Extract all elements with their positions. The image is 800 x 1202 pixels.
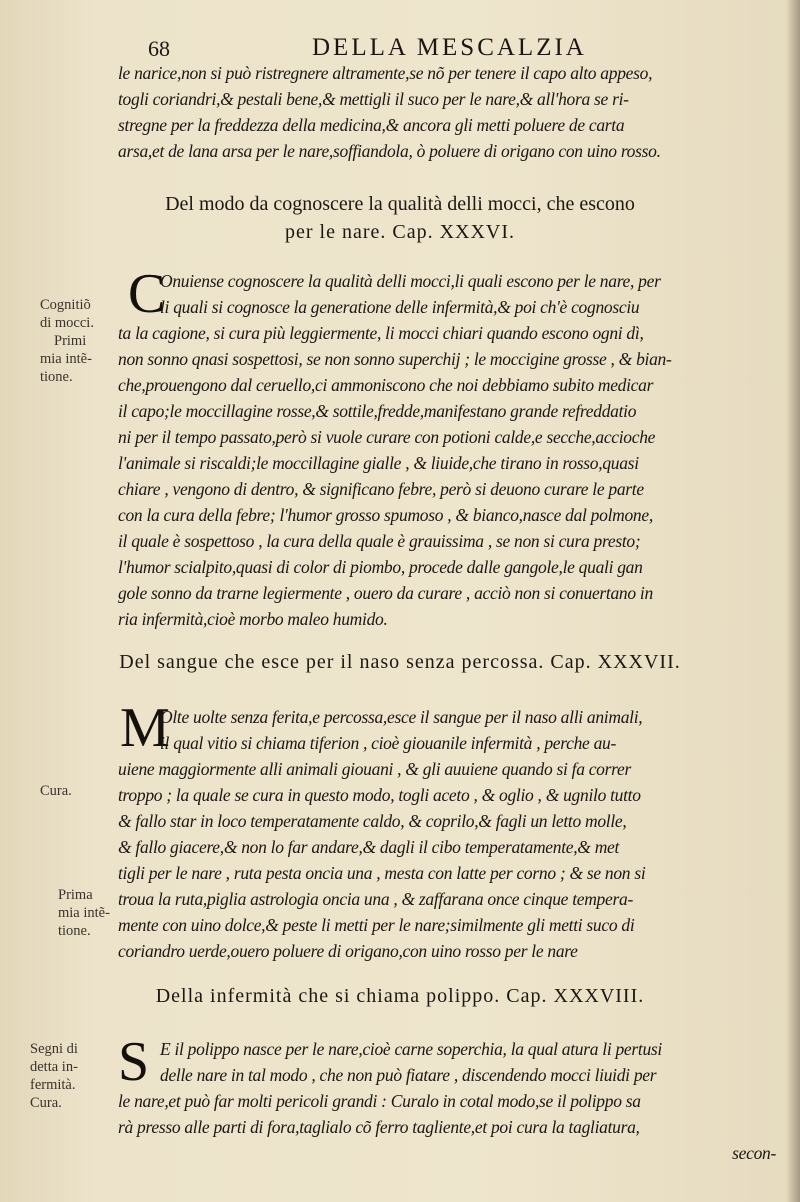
running-title: DELLA MESCALZIA [312,34,587,61]
margin-note-line: di mocci. [40,315,94,331]
text-line: l'humor scialpito,quasi di color di piombo, procede dalle gangole,le quali gan [118,557,643,577]
catchword: secon- [732,1143,776,1163]
margin-note-line: Primi [54,333,87,349]
margin-note-line: Cura. [40,783,72,799]
drop-cap-m: M [120,697,170,759]
text-line: mente con uino dolce,& peste li metti per le nare;similmente gli metti suco di [118,915,635,935]
text-line: Olte uolte senza ferita,e percossa,esce il sangue per il naso alli animali, [160,707,643,727]
text-line: rà presso alle parti di fora,taglialo cõ ferro tagliente,et poi cura la tagliatura, [118,1117,640,1137]
continued-paragraph [118,60,788,164]
chapter-36-body [118,263,788,632]
text-line: non sonno qnasi sospettosi, se non sonno superchij ; le moccigine grosse , & bian- [118,349,672,369]
text-line: l'animale si riscaldi;le moccillagine gialle , & liuide,che tirano in rosso,quasi [118,453,639,473]
text-line: delle nare in tal modo , che non può fiatare , discendendo mocci liuidi per [160,1065,657,1085]
margin-note-line: tione. [40,369,73,385]
margin-note-line: Segni di [30,1041,78,1057]
chapter-37-heading [0,648,800,676]
text-line: ta la cagione, si cura più leggiermente, li mocci chiari quando escono ogni dì, [118,323,644,343]
chapter-36-heading-line2: per le nare. Cap. XXXVI. [284,221,516,243]
text-line: togli coriandri,& pestali bene,& mettigli il suco per le nare,& all'hora se ri- [118,89,629,109]
text-line: il quale è sospettoso , la cura della quale è grauissima , se non si cura presto; [118,531,641,551]
text-line: uiene maggiormente alli animali giouani , & gli auuiene quando si fa correr [118,759,631,779]
text-line: il qual vitio si chiama tiferion , cioè giouanile infermità , perche au- [160,733,617,753]
text-line: troppo ; la quale se cura in questo modo, togli aceto , & oglio , & ugnilo tutto [118,785,641,805]
margin-note-line: Cura. [30,1095,62,1111]
text-line: E il polippo nasce per le nare,cioè carne soperchia, la qual atura li pertusi [160,1039,662,1059]
margin-note-line: mia intẽ- [40,351,92,367]
drop-cap-s: S [118,1031,150,1093]
page-edge-shadow [786,0,800,1202]
margin-note-line: detta in- [30,1059,78,1075]
drop-cap-c: C [128,263,166,325]
text-line: con la cura della febre; l'humor grosso spumoso , & bianco,nasce dal polmone, [118,505,653,525]
page-number: 68 [148,36,170,61]
margin-note-cognitio [40,296,120,386]
text-line: che,prouengono dal ceruello,ci ammoniscono che noi debbiamo subito medicar [118,375,654,395]
margin-note-line: mia intẽ- [58,905,110,921]
chapter-37-body [118,704,788,964]
text-line: arsa,et de lana arsa per le nare,soffiandola, ò poluere di origano con uino rosso. [118,141,661,161]
text-line: troua la ruta,piglia astrologia oncia una , & zaffarana once cinque tempera- [118,889,633,909]
chapter-38-body [118,1031,788,1166]
margin-note-line: Cognitiõ [40,297,91,313]
chapter-38-heading-line: Della infermità che si chiama polippo. Cap. XXXVIII. [155,985,645,1007]
margin-note-segni [30,1040,110,1112]
text-line: tigli per le nare , ruta pesta oncia una , mesta con latte per corno ; & se non si [118,863,646,883]
text-line: & fallo giacere,& non lo far andare,& dagli il cibo temperatamente,& met [118,837,620,857]
text-line: il capo;le moccillagine rosse,& sottile,fredde,manifestano grande refreddatio [118,401,637,421]
text-line: ria infermità,cioè morbo maleo humido. [118,609,388,629]
text-line: li quali si cognosce la generatione delle infermità,& poi ch'è cognosciu [160,297,640,317]
chapter-36-heading [0,190,800,246]
chapter-36-heading-line1: Del modo da cognoscere la qualità delli mocci, che escono [165,193,635,215]
text-line: le nare,et può far molti pericoli grandi : Curalo in cotal modo,se il polippo sa [118,1091,641,1111]
text-line: & fallo star in loco temperatamente caldo, & coprilo,& fagli un letto molle, [118,811,627,831]
chapter-37-heading-line: Del sangue che esce per il naso senza percossa. Cap. XXXVII. [119,651,681,673]
text-line: coriandro uerde,ouero poluere di origano,con uino rosso per le nare [118,941,578,961]
margin-note-line: Prima [58,887,93,903]
text-line: stregne per la freddezza della medicina,& ancora gli metti poluere de carta [118,115,625,135]
text-line: gole sonno da trarne legiermente , ouero da curare , acciò non si conuertano in [118,583,653,603]
text-line: ni per il tempo passato,però si vuole curare con potioni calde,e secche,accioche [118,427,656,447]
margin-note-line: fermità. [30,1077,76,1093]
text-line: Onuiense cognoscere la qualità delli mocci,li quali escono per le nare, per [160,271,661,291]
text-line: le narice,non si può ristregnere altramente,se nõ per tenere il capo alto appeso, [118,63,653,83]
text-line: chiare , vengono di dentro, & significano febre, però si deuono curare le parte [118,479,644,499]
chapter-38-heading [0,982,800,1010]
margin-note-line: tione. [58,923,91,939]
margin-note-cura [40,782,120,800]
